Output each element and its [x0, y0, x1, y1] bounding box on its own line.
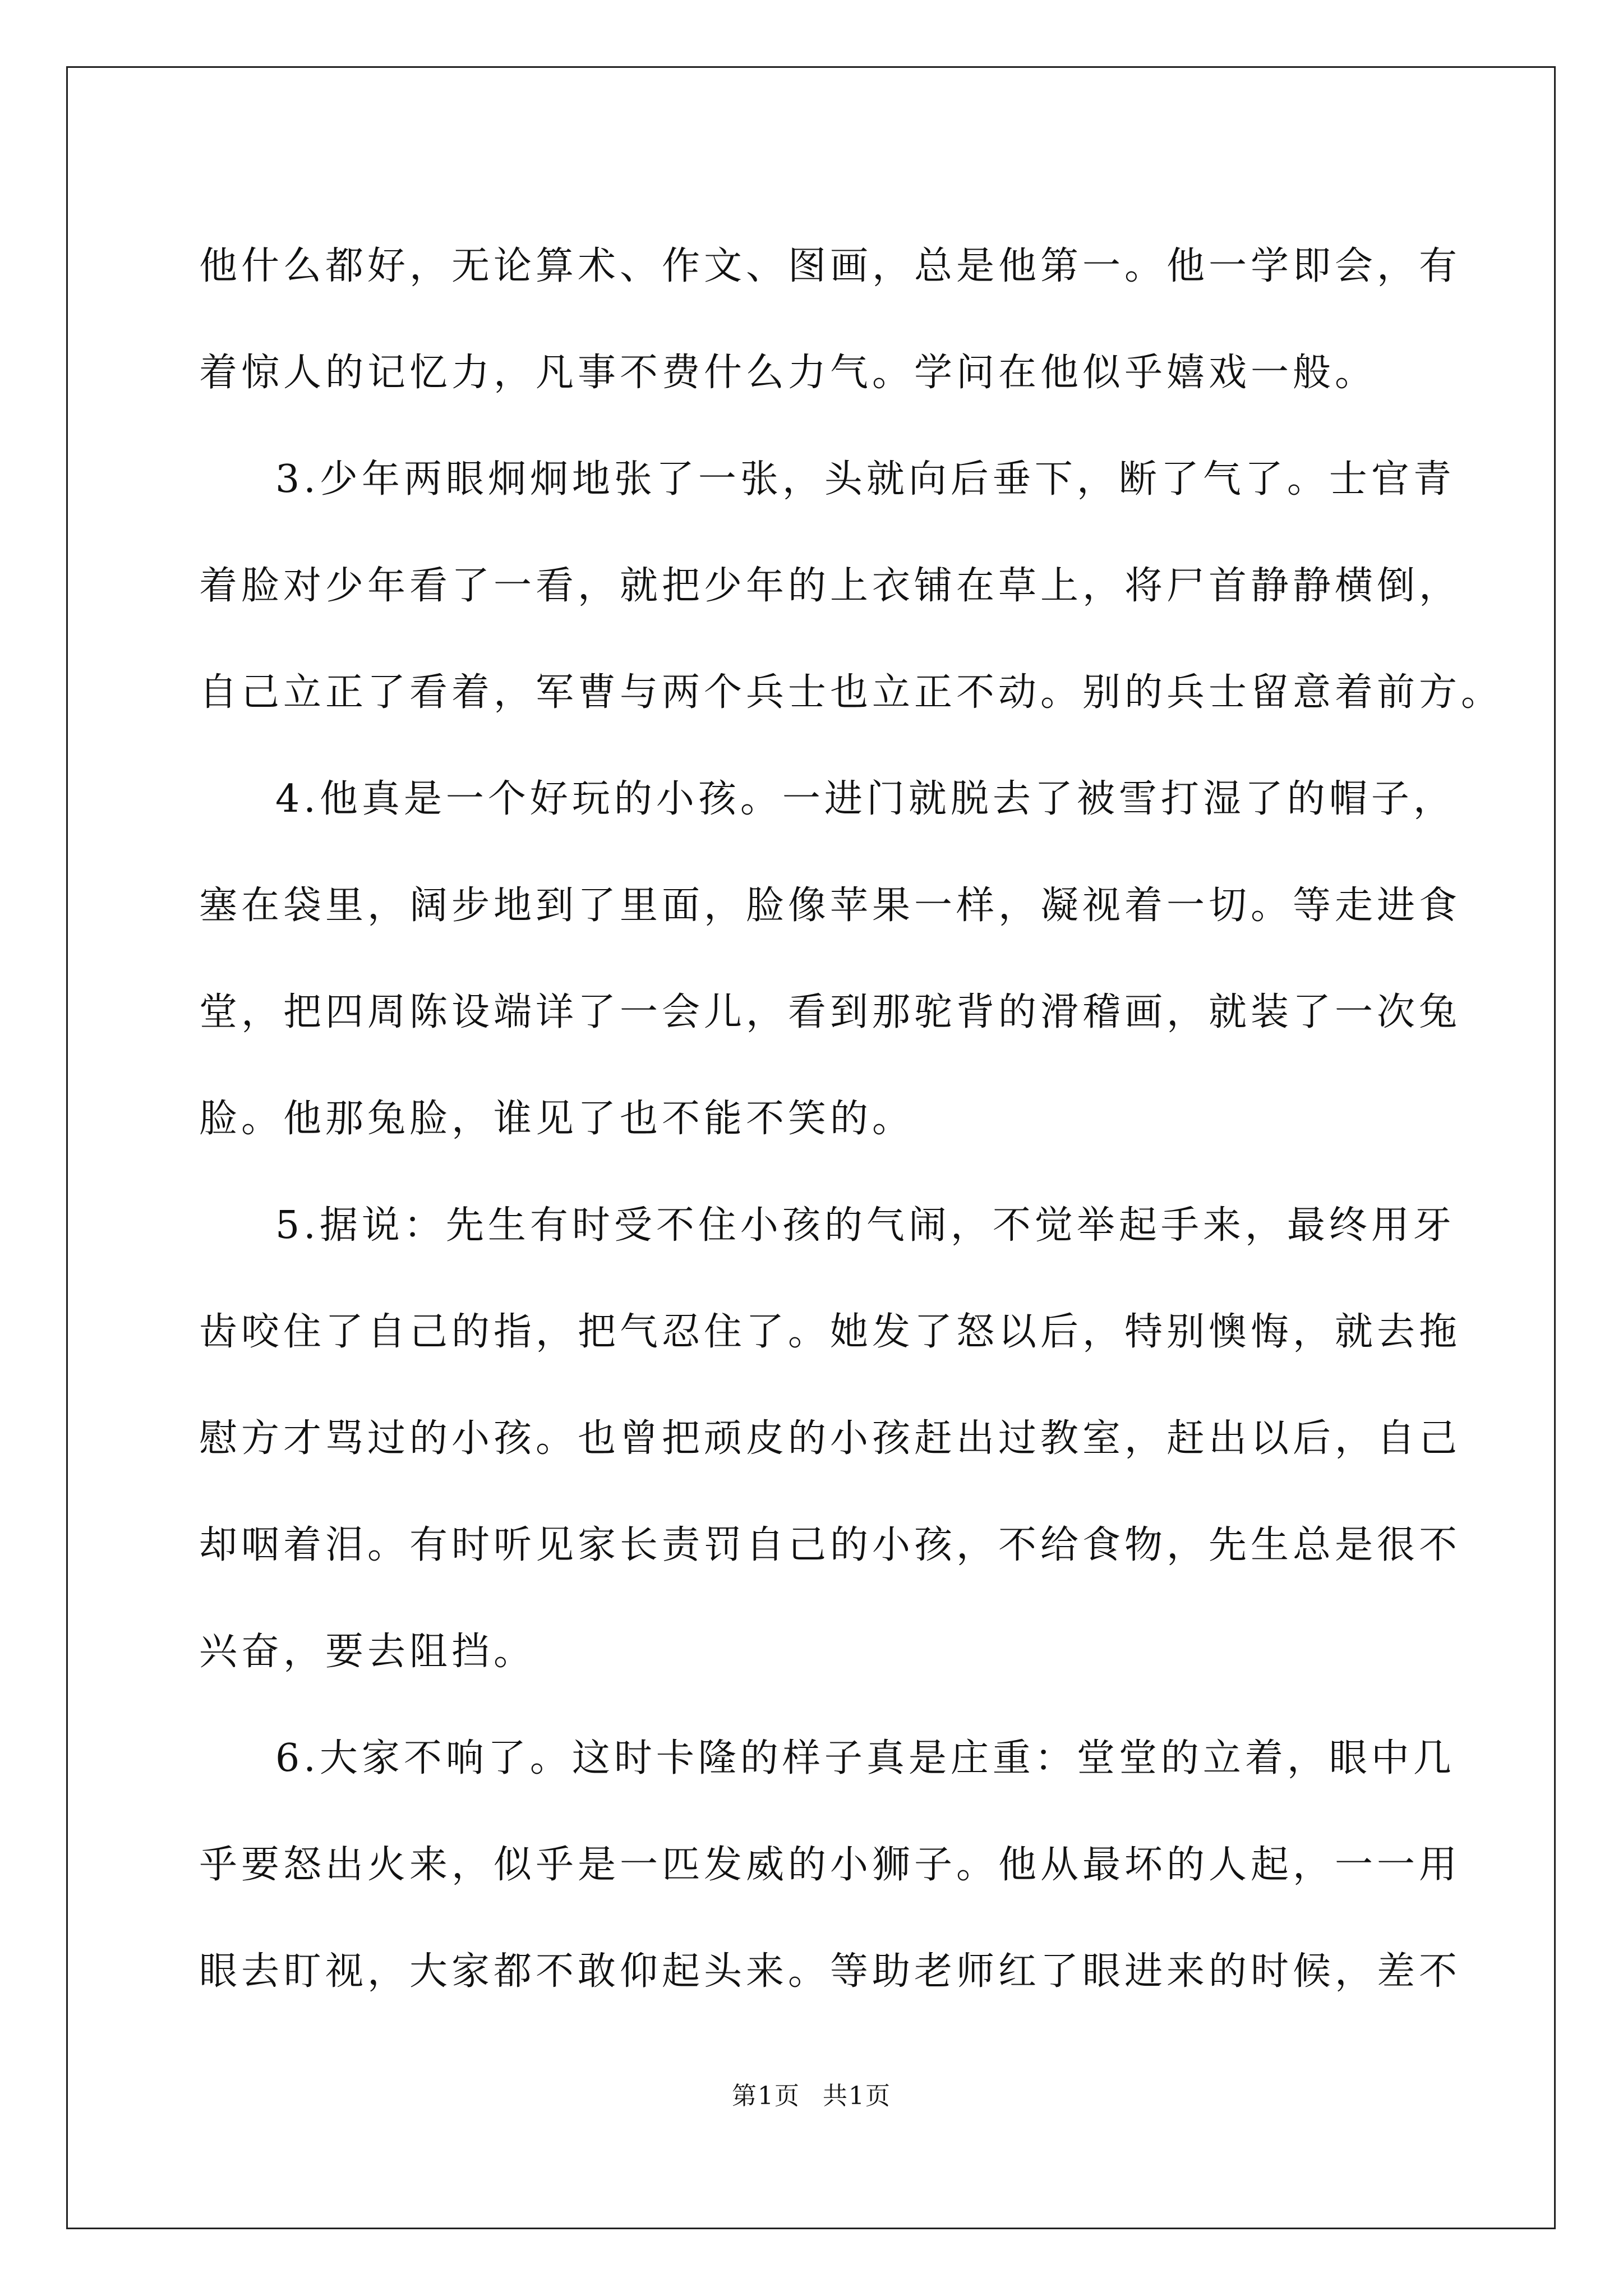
page-total: 共1页: [823, 2082, 891, 2110]
text-line-2: 着惊人的记忆力，凡事不费什么力气。学问在他似乎嬉戏一般。: [199, 351, 1377, 395]
text-line-12: 慰方才骂过的小孩。也曾把顽皮的小孩赶出过教室，赶出以后，自己: [199, 1416, 1461, 1461]
text-line-8: 堂，把四周陈设端详了一会儿，看到那驼背的滑稽画，就装了一次兔: [199, 990, 1461, 1034]
text-line-16: 乎要怒出火来，似乎是一匹发威的小狮子。他从最坏的人起，一一用: [199, 1843, 1461, 1887]
text-line-11: 齿咬住了自己的指，把气忍住了。她发了怒以后，特别懊悔，就去拖: [199, 1310, 1461, 1354]
text-line-3: 3.少年两眼炯炯地张了一张，头就向后垂下，断了气了。士官青: [275, 457, 1455, 501]
text-line-1: 他什么都好，无论算术、作文、图画，总是他第一。他一学即会，有: [199, 244, 1461, 288]
text-line-7: 塞在袋里，阔步地到了里面，脸像苹果一样，凝视着一切。等走进食: [199, 884, 1461, 928]
text-line-5: 自己立正了看着，军曹与两个兵士也立正不动。别的兵士留意着前方。: [199, 670, 1504, 715]
document-body: [199, 213, 1504, 2025]
text-line-15: 6.大家不响了。这时卡隆的样子真是庄重：堂堂的立着，眼中几: [275, 1736, 1455, 1780]
text-line-4: 着脸对少年看了一看，就把少年的上衣铺在草上，将尸首静静横倒，: [199, 564, 1461, 608]
text-line-13: 却咽着泪。有时听见家长责罚自己的小孩，不给食物，先生总是很不: [199, 1523, 1461, 1567]
text-line-14: 兴奋，要去阻挡。: [199, 1630, 536, 1674]
page-number: 第1页: [732, 2082, 800, 2110]
text-line-9: 脸。他那兔脸，谁见了也不能不笑的。: [199, 1097, 915, 1141]
text-line-17: 眼去盯视，大家都不敢仰起头来。等助老师红了眼进来的时候，差不: [199, 1949, 1461, 1994]
page-footer: [0, 2076, 1623, 2111]
text-line-6: 4.他真是一个好玩的小孩。一进门就脱去了被雪打湿了的帽子，: [275, 777, 1455, 821]
text-line-10: 5.据说：先生有时受不住小孩的气闹，不觉举起手来，最终用牙: [275, 1203, 1455, 1248]
